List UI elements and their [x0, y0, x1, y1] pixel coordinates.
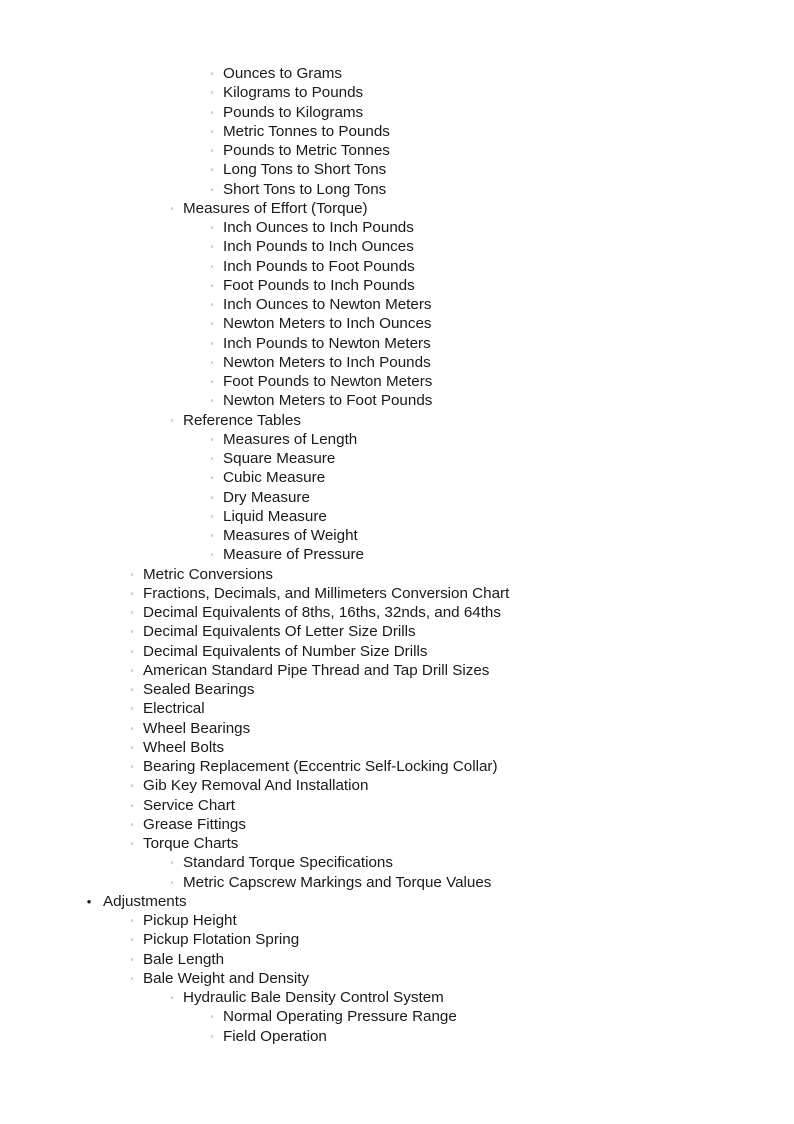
toc-item[interactable]: [0, 1027, 794, 1046]
hollow-bullet-icon: ◦: [210, 165, 214, 175]
toc-item[interactable]: [0, 565, 794, 584]
hollow-bullet-icon: ◦: [210, 126, 214, 136]
toc-item[interactable]: [0, 334, 794, 353]
toc-item[interactable]: [0, 642, 794, 661]
toc-item-label: Measures of Length: [223, 430, 358, 448]
toc-item-label: Inch Ounces to Inch Pounds: [223, 219, 414, 236]
toc-item[interactable]: [0, 796, 794, 815]
filled-bullet-icon: •: [86, 893, 92, 909]
toc-item-label: Decimal Equivalents of 8ths, 16ths, 32nds, and 64ths: [143, 604, 501, 621]
toc-item-label: Newton Meters to Inch Ounces: [223, 315, 432, 333]
toc-item-label: Bale Length: [143, 950, 225, 968]
toc-item[interactable]: [0, 738, 794, 757]
toc-item[interactable]: [0, 950, 794, 969]
hollow-bullet-icon: ◦: [130, 973, 134, 983]
hollow-bullet-icon: ◦: [130, 916, 134, 925]
toc-item[interactable]: [0, 122, 794, 141]
toc-item-label: Foot Pounds to Newton Meters: [223, 373, 433, 390]
hollow-bullet-icon: ◦: [210, 550, 214, 560]
toc-item-label: Sealed Bearings: [143, 681, 255, 698]
hollow-bullet-icon: ◦: [210, 223, 214, 232]
hollow-bullet-icon: ◦: [130, 665, 134, 675]
toc-item-label: Metric Capscrew Markings and Torque Values: [183, 873, 492, 891]
toc-item-label: Bearing Replacement (Eccentric Self-Locking Collar): [143, 758, 498, 775]
hollow-bullet-icon: ◦: [130, 685, 134, 694]
toc-item[interactable]: [0, 1007, 794, 1026]
toc-item-label: Measure of Pressure: [223, 546, 364, 564]
hollow-bullet-icon: ◦: [170, 993, 174, 1002]
toc-item-label: Inch Pounds to Newton Meters: [223, 334, 431, 352]
hollow-bullet-icon: ◦: [210, 146, 214, 155]
toc-item-label: Dry Measure: [223, 488, 310, 506]
hollow-bullet-icon: ◦: [130, 646, 134, 656]
hollow-bullet-icon: ◦: [210, 1031, 214, 1041]
hollow-bullet-icon: ◦: [210, 454, 214, 463]
toc-item-label: Fractions, Decimals, and Millimeters Conversion Chart: [143, 584, 510, 602]
toc-item[interactable]: [0, 488, 794, 507]
toc-item[interactable]: [0, 584, 794, 603]
toc-item[interactable]: [0, 103, 794, 122]
hollow-bullet-icon: ◦: [210, 396, 214, 406]
toc-item-label: Inch Pounds to Foot Pounds: [223, 257, 415, 275]
hollow-bullet-icon: ◦: [130, 819, 134, 829]
hollow-bullet-icon: ◦: [170, 858, 174, 868]
toc-item[interactable]: [0, 526, 794, 545]
toc-item-label: Cubic Measure: [223, 469, 326, 487]
toc-item[interactable]: [0, 719, 794, 738]
hollow-bullet-icon: ◦: [170, 203, 174, 213]
toc-item-label: Metric Conversions: [143, 565, 273, 583]
toc-item[interactable]: [0, 680, 794, 699]
hollow-bullet-icon: ◦: [210, 1012, 214, 1022]
toc-item-label: Normal Operating Pressure Range: [223, 1008, 457, 1026]
toc-item[interactable]: [0, 661, 794, 680]
toc-item[interactable]: [0, 853, 794, 872]
toc-item[interactable]: [0, 988, 794, 1007]
hollow-bullet-icon: ◦: [130, 762, 134, 771]
toc-item-label: Pickup Height: [143, 912, 237, 929]
toc-item-label: Measures of Weight: [223, 527, 358, 544]
toc-item[interactable]: [0, 180, 794, 199]
toc-item[interactable]: [0, 276, 794, 295]
toc-item[interactable]: [0, 83, 794, 102]
hollow-bullet-icon: ◦: [130, 800, 134, 810]
toc-item-label: Decimal Equivalents of Number Size Drills: [143, 642, 428, 660]
hollow-bullet-icon: ◦: [210, 184, 214, 194]
toc-item-label: Pounds to Metric Tonnes: [223, 142, 390, 159]
toc-item[interactable]: [0, 411, 794, 430]
toc-item-label: Torque Charts: [143, 835, 239, 852]
hollow-bullet-icon: ◦: [170, 877, 174, 887]
hollow-bullet-icon: ◦: [130, 954, 134, 964]
hollow-bullet-icon: ◦: [210, 492, 214, 502]
toc-item[interactable]: [0, 815, 794, 834]
hollow-bullet-icon: ◦: [130, 627, 134, 637]
toc-item[interactable]: [0, 603, 794, 622]
toc-item-label: Pickup Flotation Spring: [143, 931, 300, 949]
toc-item-label: Newton Meters to Foot Pounds: [223, 392, 433, 410]
hollow-bullet-icon: ◦: [170, 415, 174, 425]
toc-item[interactable]: [0, 969, 794, 988]
hollow-bullet-icon: ◦: [210, 69, 214, 78]
toc-item[interactable]: [0, 776, 794, 795]
toc-item-label: American Standard Pipe Thread and Tap Drill Sizes: [143, 661, 490, 679]
toc-item[interactable]: [0, 930, 794, 949]
hollow-bullet-icon: ◦: [130, 608, 134, 617]
toc-item[interactable]: [0, 295, 794, 314]
toc-item-label: Service Chart: [143, 796, 236, 814]
toc-item-label: Standard Torque Specifications: [183, 854, 393, 872]
toc-item[interactable]: [0, 699, 794, 718]
toc-item-label: Wheel Bolts: [143, 738, 225, 756]
toc-item[interactable]: [0, 873, 794, 892]
toc-item-label: Hydraulic Bale Density Control System: [183, 989, 444, 1006]
hollow-bullet-icon: ◦: [210, 377, 214, 386]
toc-item-label: Gib Key Removal And Installation: [143, 777, 369, 795]
toc-item-label: Short Tons to Long Tons: [223, 180, 387, 198]
toc-item[interactable]: [0, 314, 794, 333]
toc-item[interactable]: [0, 468, 794, 487]
hollow-bullet-icon: ◦: [210, 473, 214, 483]
toc-item-label: Reference Tables: [183, 411, 301, 429]
toc-item-label: Bale Weight and Density: [143, 969, 310, 987]
toc-item[interactable]: [0, 218, 794, 237]
hollow-bullet-icon: ◦: [210, 434, 214, 444]
toc-item-label: Grease Fittings: [143, 815, 246, 833]
hollow-bullet-icon: ◦: [210, 531, 214, 540]
toc-item-label: Inch Pounds to Inch Ounces: [223, 238, 414, 256]
toc-item[interactable]: [0, 372, 794, 391]
toc-item-label: Adjustments: [103, 892, 187, 910]
hollow-bullet-icon: ◦: [130, 781, 134, 791]
hollow-bullet-icon: ◦: [130, 588, 134, 598]
toc-item[interactable]: [0, 237, 794, 256]
table-of-contents: [0, 64, 794, 1046]
toc-item[interactable]: [0, 507, 794, 526]
toc-item-label: Liquid Measure: [223, 507, 327, 525]
toc-item[interactable]: [0, 545, 794, 564]
toc-item[interactable]: [0, 353, 794, 372]
toc-item-label: Electrical: [143, 700, 205, 718]
hollow-bullet-icon: ◦: [210, 107, 214, 117]
toc-item[interactable]: [0, 834, 794, 853]
hollow-bullet-icon: ◦: [210, 261, 214, 271]
toc-item[interactable]: [0, 160, 794, 179]
toc-item-label: Newton Meters to Inch Pounds: [223, 353, 431, 371]
toc-item[interactable]: [0, 430, 794, 449]
hollow-bullet-icon: ◦: [210, 242, 214, 252]
hollow-bullet-icon: ◦: [210, 300, 214, 309]
hollow-bullet-icon: ◦: [130, 742, 134, 752]
toc-item-label: Measures of Effort (Torque): [183, 199, 368, 217]
hollow-bullet-icon: ◦: [210, 280, 214, 290]
hollow-bullet-icon: ◦: [130, 839, 134, 848]
hollow-bullet-icon: ◦: [210, 319, 214, 329]
toc-item-label: Decimal Equivalents Of Letter Size Drills: [143, 623, 416, 641]
toc-item[interactable]: [0, 391, 794, 410]
toc-item[interactable]: [0, 449, 794, 468]
toc-item-label: Field Operation: [223, 1027, 327, 1045]
toc-item-label: Pounds to Kilograms: [223, 103, 364, 121]
hollow-bullet-icon: ◦: [130, 569, 134, 579]
toc-item-label: Foot Pounds to Inch Pounds: [223, 276, 415, 294]
toc-item[interactable]: [0, 64, 794, 83]
toc-item-label: Inch Ounces to Newton Meters: [223, 296, 432, 313]
hollow-bullet-icon: ◦: [210, 88, 214, 98]
toc-item-label: Kilograms to Pounds: [223, 84, 364, 102]
toc-item[interactable]: [0, 892, 794, 911]
hollow-bullet-icon: ◦: [130, 723, 134, 733]
toc-item[interactable]: [0, 622, 794, 641]
toc-item-label: Long Tons to Short Tons: [223, 161, 387, 179]
hollow-bullet-icon: ◦: [210, 338, 214, 348]
toc-item-label: Square Measure: [223, 450, 336, 467]
toc-item[interactable]: [0, 141, 794, 160]
toc-item[interactable]: [0, 757, 794, 776]
toc-item-label: Ounces to Grams: [223, 65, 343, 82]
toc-item[interactable]: [0, 257, 794, 276]
toc-item[interactable]: [0, 199, 794, 218]
toc-item[interactable]: [0, 911, 794, 930]
hollow-bullet-icon: ◦: [130, 704, 134, 714]
hollow-bullet-icon: ◦: [210, 511, 214, 521]
hollow-bullet-icon: ◦: [130, 935, 134, 945]
toc-item-label: Wheel Bearings: [143, 719, 251, 737]
toc-item-label: Metric Tonnes to Pounds: [223, 122, 390, 140]
hollow-bullet-icon: ◦: [210, 357, 214, 367]
